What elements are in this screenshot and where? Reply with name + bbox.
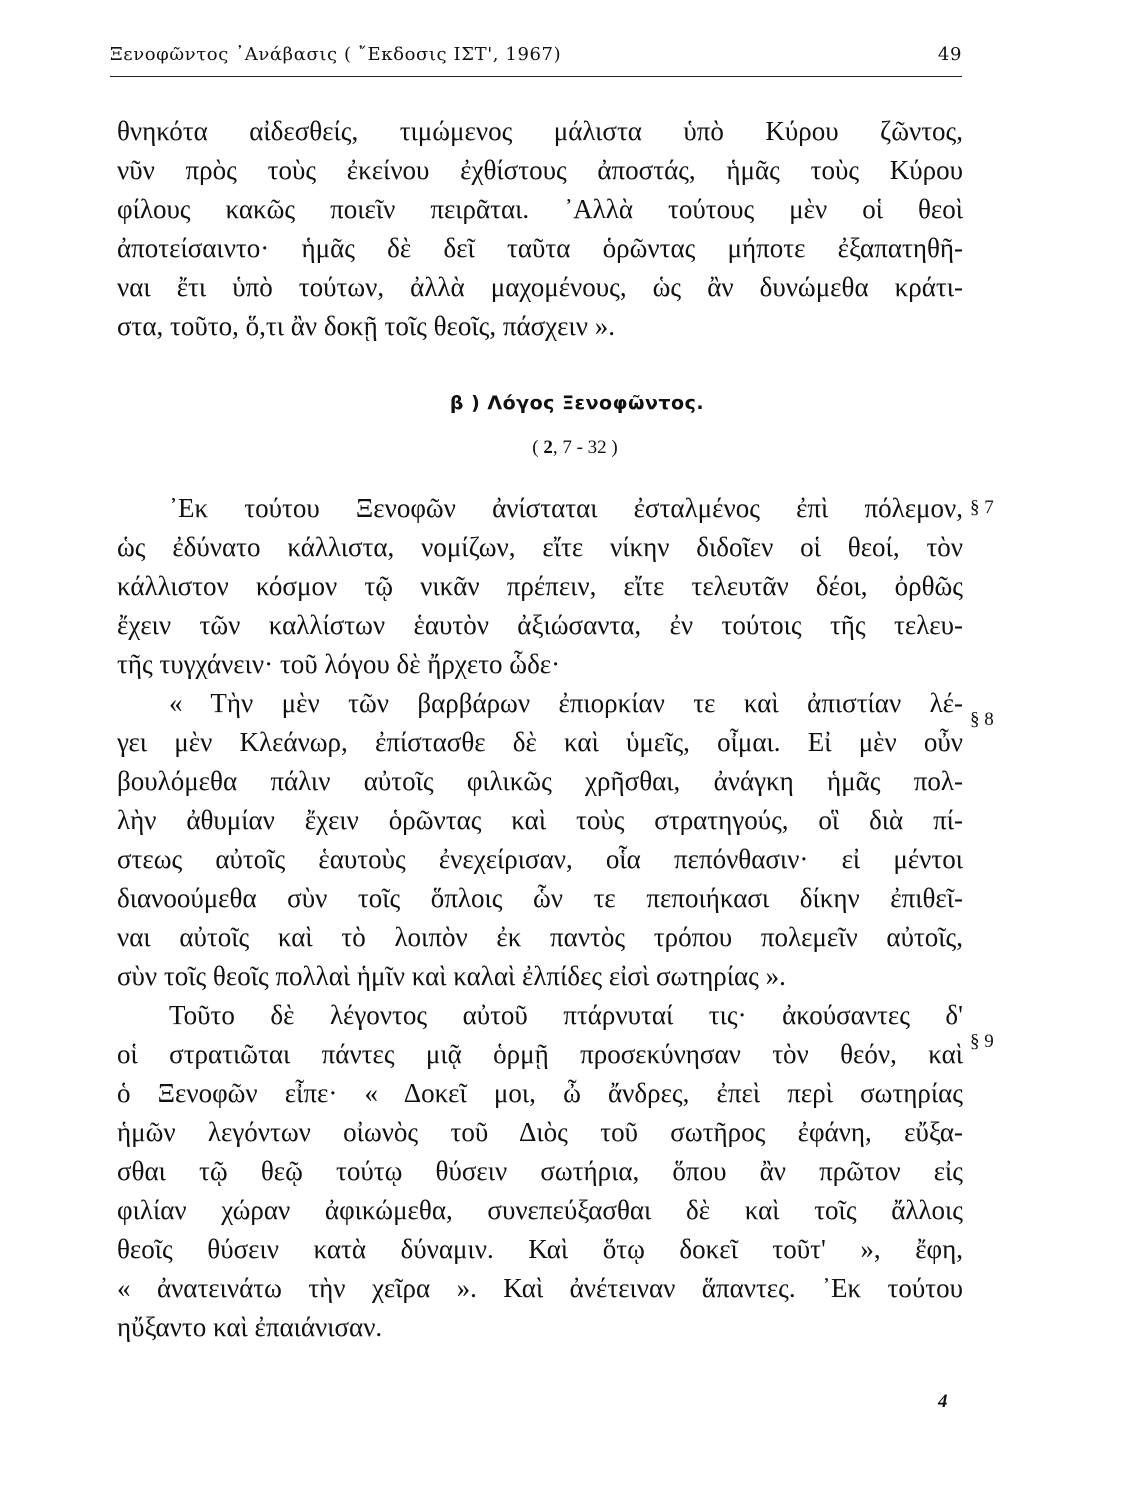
text-line: κάλλιστον κόσμον τῷ νικᾶν πρέπειν, εἴτε τελευτᾶν δέοι, ὀρθῶς <box>117 571 963 601</box>
text-line: διανοούμεθα σὺν τοῖς ὅπλοις ὧν τε πεποιήκασι δίκην ἐπιθεῖ- <box>117 883 963 913</box>
margin-section-mark: § 7 <box>970 497 994 518</box>
text-line: θεοῖς θύσειν κατὰ δύναμιν. Καὶ ὅτῳ δοκεῖ τοῦτ' », ἔφη, <box>117 1234 963 1264</box>
text-line: ἡμῶν λεγόντων οἰωνὸς τοῦ Διὸς τοῦ σωτῆρος ἐφάνη, εὔξα- <box>117 1117 963 1147</box>
header-rule <box>110 76 962 77</box>
passage-a <box>117 112 963 346</box>
text-line: ᾿Εκ τούτου Ξενοφῶν ἀνίσταται ἐσταλμένος ἐπὶ πόλεμον, <box>169 493 963 523</box>
margin-section-mark: § 9 <box>970 1031 994 1052</box>
passage-b <box>117 489 963 1347</box>
text-line: λὴν ἀθυμίαν ἔχειν ὁρῶντας καὶ τοὺς στρατηγούς, οἳ διὰ πί- <box>117 805 963 835</box>
text-line: ὡς ἐδύνατο κάλλιστα, νομίζων, εἴτε νίκην διδοῖεν οἱ θεοί, τὸν <box>117 532 963 562</box>
text-line: στα, τοῦτο, ὅ,τι ἂν δοκῇ τοῖς θεοῖς, πάσχειν ». <box>117 311 615 341</box>
section-ref-open: ( <box>532 437 544 458</box>
text-line: φιλίαν χώραν ἀφικώμεθα, συνεπεύξασθαι δὲ καὶ τοῖς ἄλλοις <box>117 1195 963 1225</box>
text-line: ναι ἔτι ὑπὸ τούτων, ἀλλὰ μαχομένους, ὡς ἂν δυνώμεθα κράτι- <box>117 272 963 302</box>
text-line: τῆς τυγχάνειν· τοῦ λόγου δὲ ἤρχετο ὧδε· <box>117 649 561 679</box>
text-line: « Τὴν μὲν τῶν βαρβάρων ἐπιορκίαν τε καὶ ἀπιστίαν λέ- <box>169 688 963 718</box>
section-reference <box>0 437 1134 459</box>
text-line: σὺν τοῖς θεοῖς πολλαὶ ἡμῖν καὶ καλαὶ ἐλπίδες εἰσὶ σωτηρίας ». <box>117 961 786 991</box>
section-ref-book: 2 <box>543 437 553 458</box>
text-line: γει μὲν Κλεάνωρ, ἐπίστασθε δὲ καὶ ὑμεῖς, οἶμαι. Εἰ μὲν οὖν <box>117 727 963 757</box>
text-line: ὁ Ξενοφῶν εἶπε· « Δοκεῖ μοι, ὦ ἄνδρες, ἐπεὶ περὶ σωτηρίας <box>117 1078 963 1108</box>
text-line: ἔχειν τῶν καλλίστων ἑαυτὸν ἀξιώσαντα, ἐν τούτοις τῆς τελευ- <box>117 610 963 640</box>
page-number: 49 <box>937 44 962 65</box>
text-line: νῦν πρὸς τοὺς ἐκείνου ἐχθίστους ἀποστάς, ἡμᾶς τοὺς Κύρου <box>117 155 963 185</box>
section-heading: β ) Λόγος Ξενοφῶντος. <box>449 392 705 414</box>
text-line: Τοῦτο δὲ λέγοντος αὐτοῦ πτάρνυταί τις· ἀκούσαντες δ' <box>169 1000 963 1030</box>
text-line: ηὔξαντο καὶ ἐπαιάνισαν. <box>117 1312 383 1342</box>
text-line: οἱ στρατιῶται πάντες μιᾷ ὁρμῇ προσεκύνησαν τὸν θεόν, καὶ <box>117 1039 963 1069</box>
text-line: θνηκότα αἰδεσθείς, τιμώμενος μάλιστα ὑπὸ Κύρου ζῶντος, <box>117 116 963 146</box>
text-line: ἀποτείσαιντο· ἡμᾶς δὲ δεῖ ταῦτα ὁρῶντας μήποτε ἐξαπατηθῆ- <box>117 233 963 263</box>
text-line: βουλόμεθα πάλιν αὐτοῖς φιλικῶς χρῆσθαι, ἀνάγκη ἡμᾶς πολ- <box>117 766 963 796</box>
margin-section-mark: § 8 <box>970 709 994 730</box>
text-line: σθαι τῷ θεῷ τούτῳ θύσειν σωτήρια, ὅπου ἂν πρῶτον εἰς <box>117 1156 963 1186</box>
text-line: ναι αὐτοῖς καὶ τὸ λοιπὸν ἐκ παντὸς τρόπου πολεμεῖν αὐτοῖς, <box>117 922 963 952</box>
header-title: Ξενοφῶντος ᾿Ανάβασις ( ῎Εκδοσις ΙΣΤ', 1967) <box>110 44 562 65</box>
text-line: φίλους κακῶς ποιεῖν πειρᾶται. ᾿Αλλὰ τούτους μὲν οἱ θεοὶ <box>117 194 963 224</box>
text-line: στεως αὐτοῖς ἑαυτοὺς ἐνεχείρισαν, οἷα πεπόνθασιν· εἰ μέντοι <box>117 844 963 874</box>
text-line: « ἀνατεινάτω τὴν χεῖρα ». Καὶ ἀνέτειναν ἅπαντες. ᾿Εκ τούτου <box>117 1273 963 1303</box>
signature-mark: 4 <box>938 1391 948 1412</box>
section-ref-rest: , 7 - 32 ) <box>552 437 618 458</box>
running-header <box>110 44 962 74</box>
